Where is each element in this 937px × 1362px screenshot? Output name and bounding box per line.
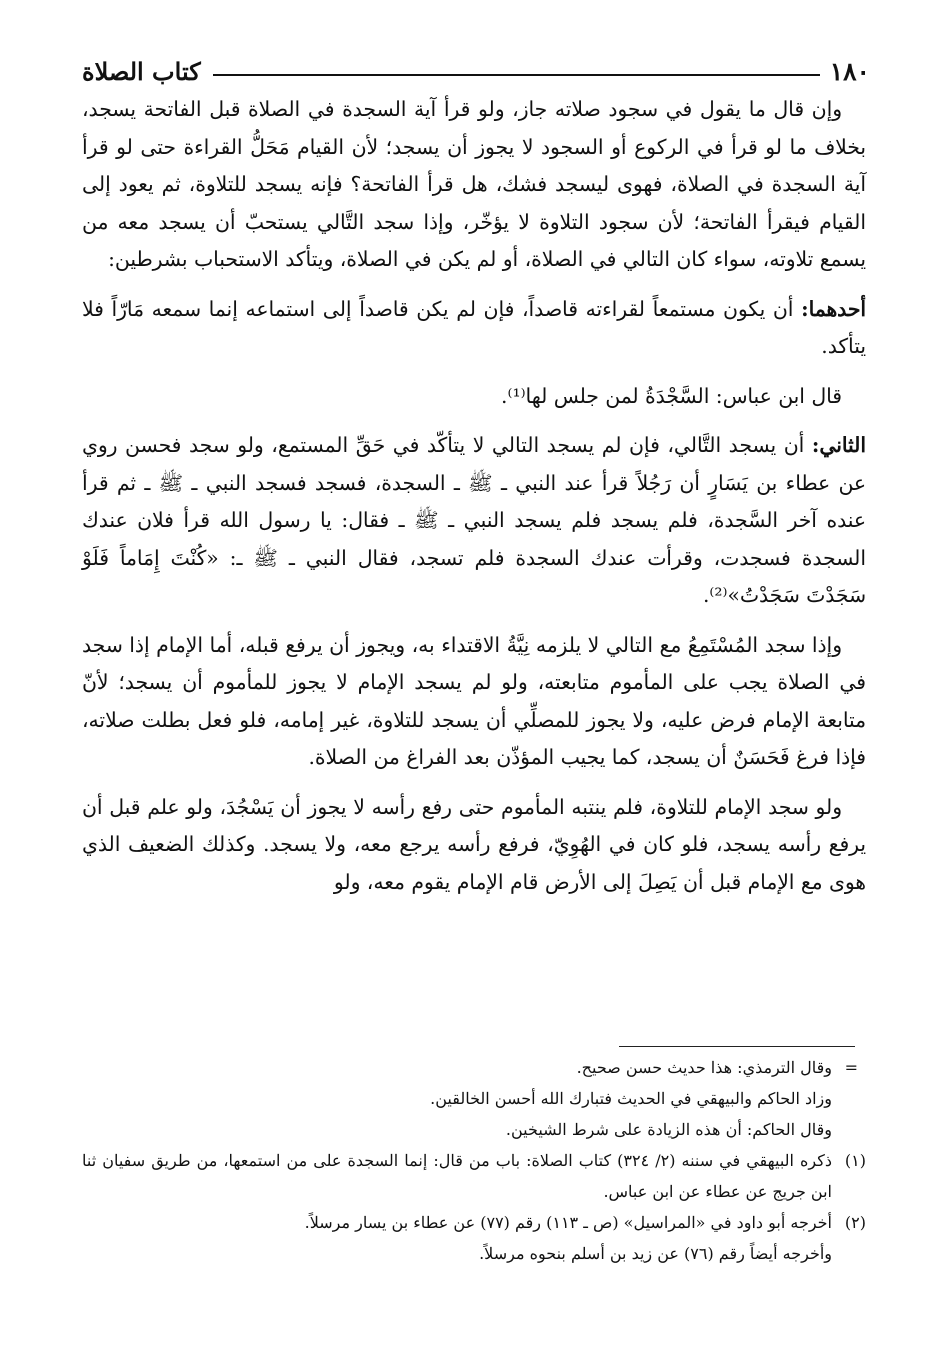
footnote-rule xyxy=(619,1046,855,1047)
footnote-2-continuation: وأخرجه أيضاً رقم (٧٦) عن زيد بن أسلم بنحوه مرسلاً. xyxy=(479,1244,832,1263)
header-rule xyxy=(213,74,820,76)
page-header xyxy=(82,48,870,88)
paragraph: وإذا سجد المُسْتَمِعُ مع التالي لا يلزمه نِيَّةُ الاقتداء به، ويجوز أن يرفع قبله، أما الإمام إذا سجد في الصلاة يجب على المأموم متابعته، ولو لم يسجد الإمام لا يجوز للمأموم أن يسجد؛ لأنّ متابعة الإمام فرض عليه، ولا يجوز للمصلِّي أن يسجد للتلاوة، غير إمامه، فلو فعل بطلت صلاته، فإذا فرغ فَحَسَنٌ أن يسجد، كما يجيب المؤذّن بعد الفراغ من الصلاة. xyxy=(82,632,866,769)
paragraph-text: أن يكون مستمعاً لقراءته قاصداً، فإن لم يكن قاصداً إلى استماعه إنما سمعه مَارّاً فلا يتأكد. xyxy=(82,296,866,358)
running-title: كتاب الصلاة xyxy=(82,57,201,86)
paragraph xyxy=(82,427,866,615)
footnote-2 xyxy=(82,1207,866,1238)
footnote-1 xyxy=(82,1145,866,1207)
main-text xyxy=(82,91,866,901)
footnote-continuation: وزاد الحاكم والبيهقي في الحديث فتبارك الله أحسن الخالقين. xyxy=(430,1089,832,1108)
footnote-text: وقال الترمذي: هذا حديث حسن صحيح. xyxy=(576,1058,832,1077)
footnote-number: (١) xyxy=(844,1151,866,1170)
footnote-text: أخرجه أبو داود في «المراسيل» (ص ـ ١١٣) رقم (٧٧) عن عطاء بن يسار مرسلاً. xyxy=(304,1213,832,1232)
paragraph xyxy=(82,291,866,366)
continuation-mark: = xyxy=(844,1058,858,1077)
footnote-continuation: وقال الحاكم: أن هذه الزيادة على شرط الشيخين. xyxy=(505,1120,832,1139)
footnotes xyxy=(82,1052,866,1269)
page-number: ١٨٠ xyxy=(829,57,870,86)
paragraph: قال ابن عباس: السَّجْدَةُ لمن جلس لها⁽¹⁾. xyxy=(501,383,842,408)
footnote-text: ذكره البيهقي في سننه (٢/ ٣٢٤) كتاب الصلاة: باب من قال: إنما السجدة على من استمعها، من طريق سفيان ثنا ابن جريج عن عطاء عن ابن عباس. xyxy=(82,1151,832,1201)
paragraph-lead: الثاني: xyxy=(811,433,866,457)
footnote-continuation xyxy=(82,1052,866,1083)
paragraph-text: أن يسجد التَّالي، فإن لم يسجد التالي لا يتأكّد في حَقِّ المستمع، ولو سجد فحسن روي عن عطاء بن يَسَارٍ أن رَجُلاً قرأ عند النبي ـ ﷺ ـ السجدة، فسجد فسجد النبي ـ ﷺ ـ ثم قرأ عنده آخر السَّجدة، فلم يسجد فلم يسجد النبي ـ ﷺ ـ فقال: يا رسول الله قرأ فلان عندك السجدة فسجدت، وقرأت عندك السجدة فلم تسجد، فقال النبي ـ ﷺ ـ: «كُنْتَ إِمَاماً فَلَوْ سَجَدْتَ سَجَدْتُ»⁽²⁾. xyxy=(82,433,866,607)
paragraph: ولو سجد الإمام للتلاوة، فلم ينتبه المأموم حتى رفع رأسه لا يجوز أن يَسْجُدَ، ولو علم قبل أن يرفع رأسه يسجد، فلو كان في الهُوِيّ، فرفع رأسه يرجع معه، ولا يسجد. وكذلك الضعيف الذي هوى مع الإمام قبل أن يَصِلَ إلى الأرض قام الإمام يقوم معه، ولو xyxy=(82,794,866,894)
paragraph-lead: أحدهما: xyxy=(801,296,866,321)
paragraph: وإن قال ما يقول في سجود صلاته جاز، ولو قرأ آية السجدة في الصلاة قبل الفاتحة يسجد، بخلاف ما لو قرأ في الركوع أو السجود لا يجوز أن يسجد؛ لأن القيام مَحَلُّ القراءة حتى لو قرأ آية السجدة في الصلاة، فهوى ليسجد فشك، هل قرأ الفاتحة؟ فإنه يسجد للتلاوة، ثم يعود إلى القيام فيقرأ الفاتحة؛ لأن سجود التلاوة لا يؤخّر، وإذا سجد التَّالي يستحبّ أن يسجد معه من يسمع تلاوته، سواء كان التالي في الصلاة، أو لم يكن في الصلاة، ويتأكد الاستحباب بشرطين: xyxy=(82,97,866,271)
footnote-number: (٢) xyxy=(844,1213,866,1232)
